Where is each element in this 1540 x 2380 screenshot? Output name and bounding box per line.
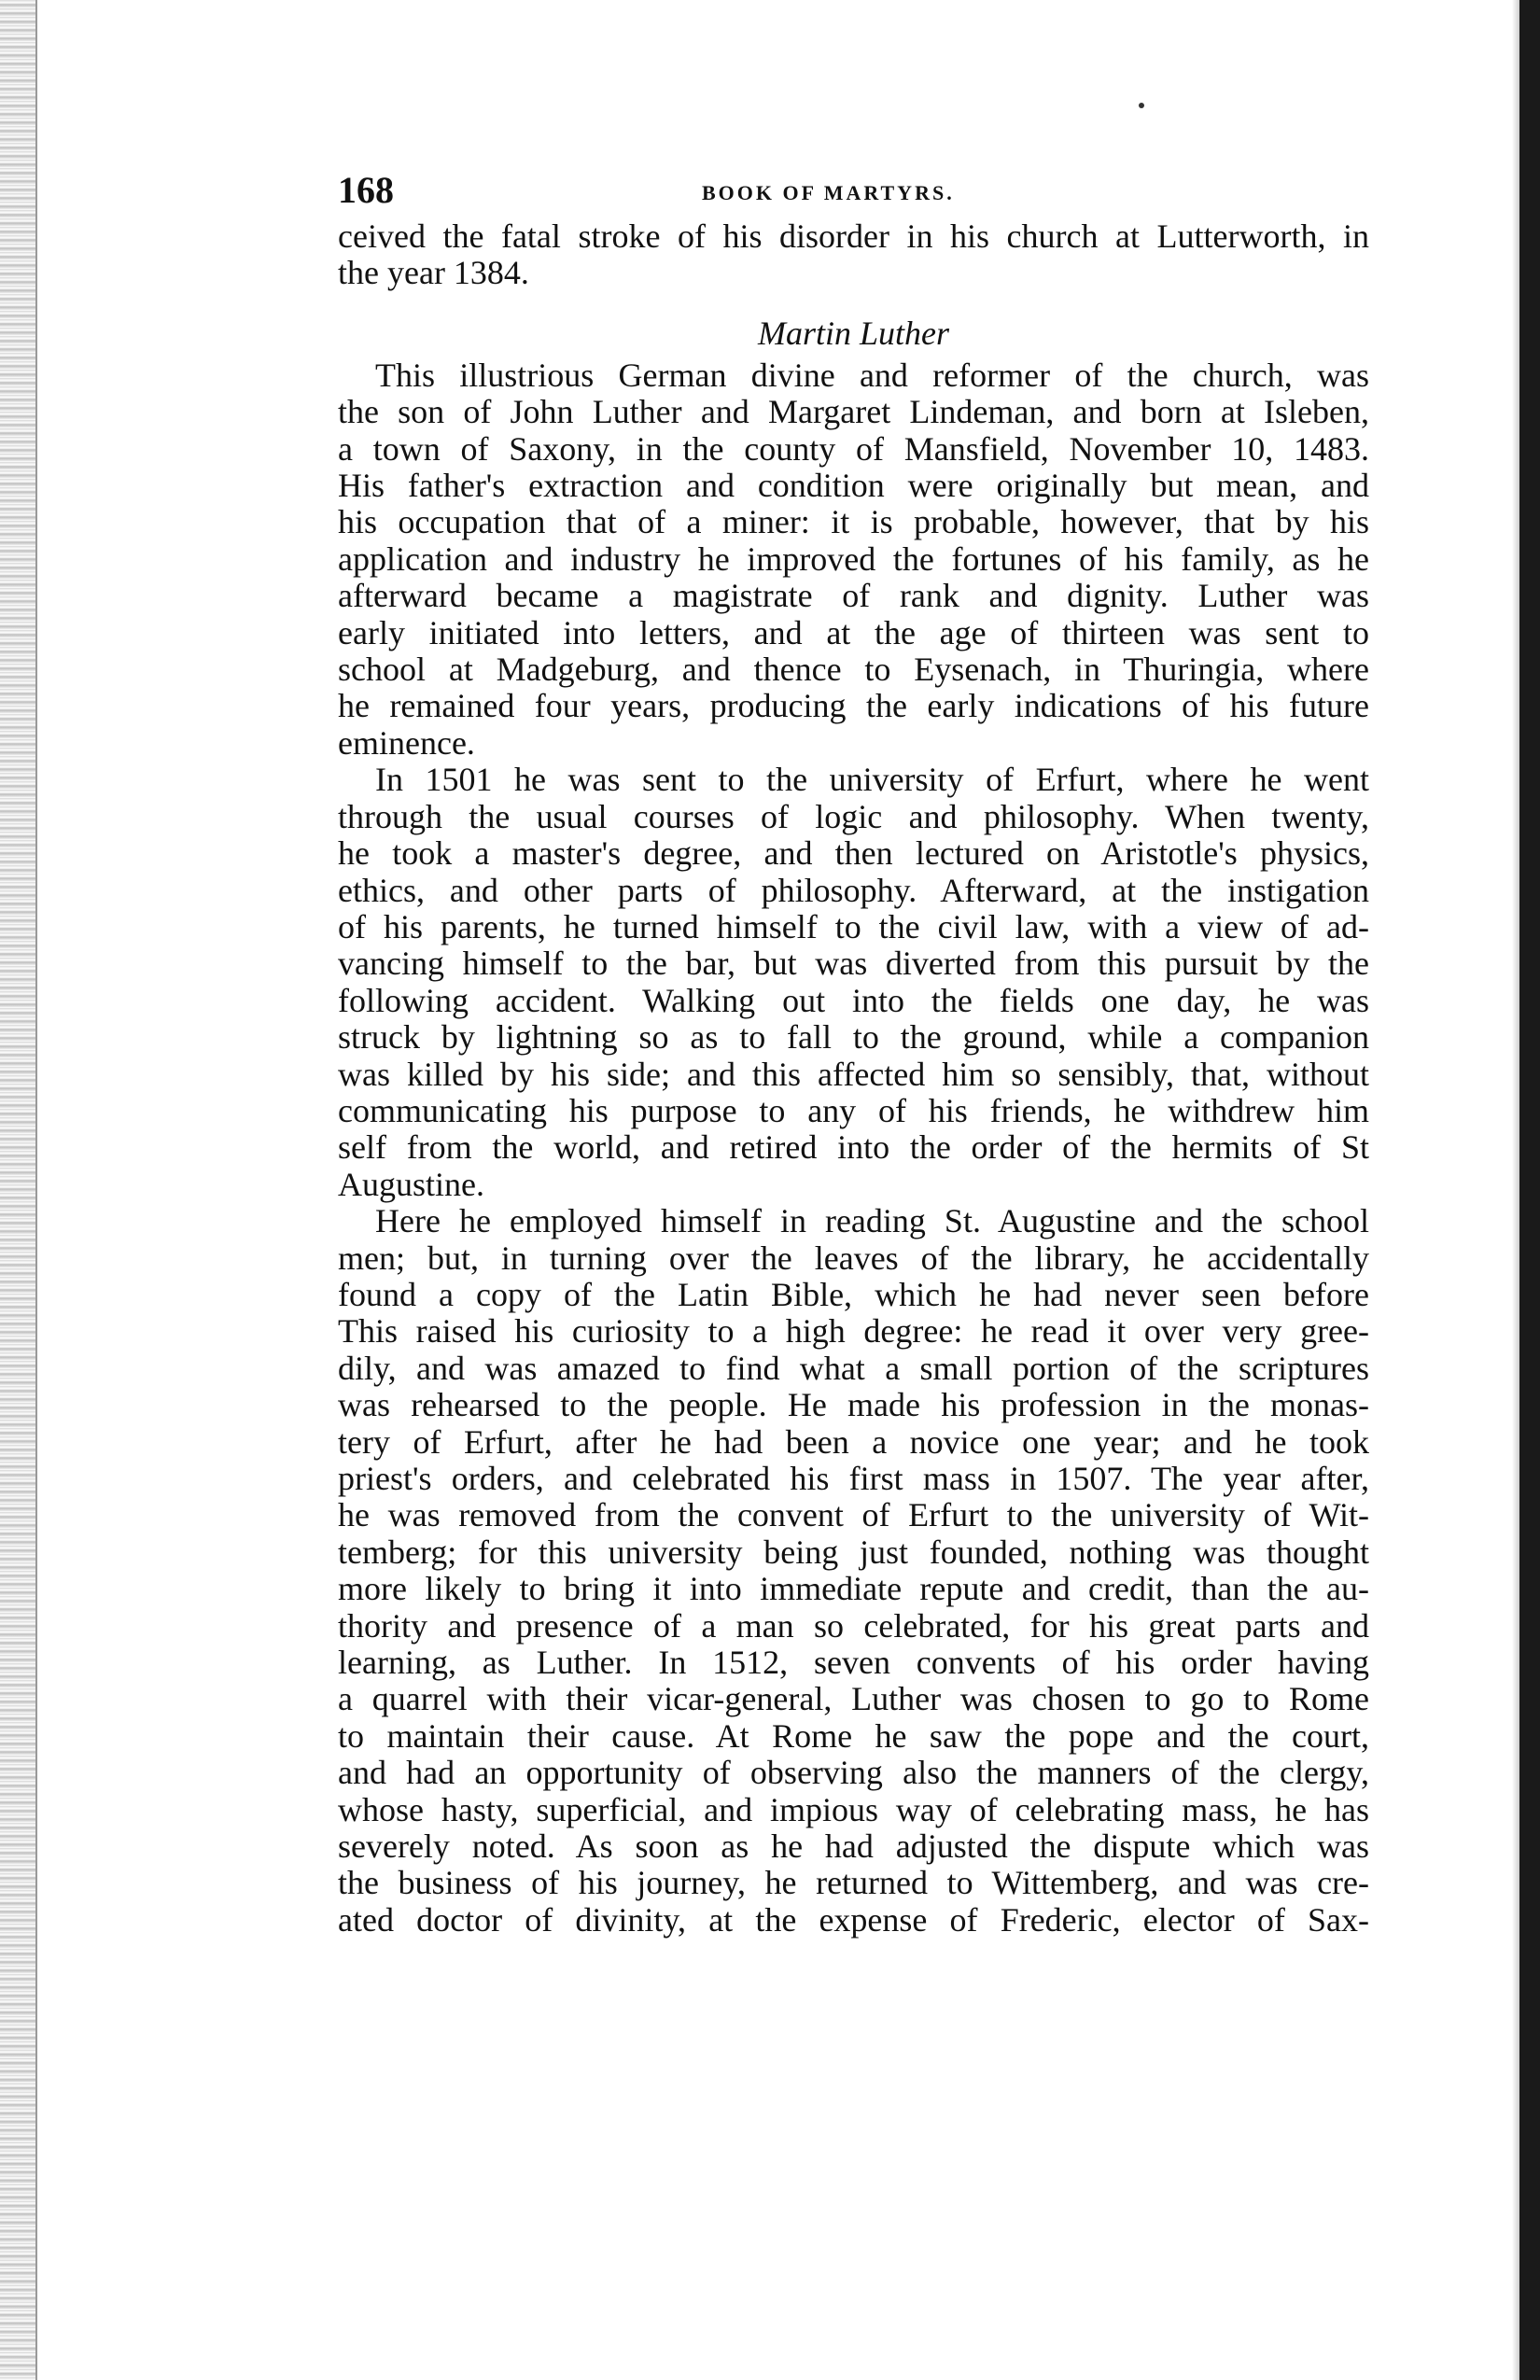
text-line: vancing himself to the bar, but was diverted from this pursuit by the [338,945,1369,983]
text-line: a town of Saxony, in the county of Mansfield, November 10, 1483. [338,429,1369,468]
text-line: men; but, in turning over the leaves of the library, he accidentally [338,1239,1369,1277]
text-line: learning, as Luther. In 1512, seven convents of his order having [338,1644,1369,1682]
text-line: his occupation that of a miner: it is probable, however, that by his [338,503,1369,541]
text-line: the business of his journey, he returned to Wittemberg, and was cre- [338,1864,1369,1902]
text-line: he remained four years, producing the early indications of his future [338,687,1369,725]
text-line: the son of John Luther and Margaret Lindeman, and born at Isleben, [338,393,1369,431]
text-line: he was removed from the convent of Erfurt to the university of Wit- [338,1496,1369,1534]
text-line: application and industry he improved the fortunes of his family, as he [338,539,1369,578]
body-text [338,357,1369,1939]
text-line: whose hasty, superficial, and impious way of celebrating mass, he has [338,1790,1369,1828]
text-line: tery of Erfurt, after he had been a novice one year; and he took [338,1422,1369,1461]
text-line: was killed by his side; and this affected him so sensibly, that, without [338,1055,1369,1093]
text-line: to maintain their cause. At Rome he saw the pope and the court, [338,1716,1369,1755]
paragraph [338,762,1369,1203]
text-line: This raised his curiosity to a high degree: he read it over very gree- [338,1312,1369,1351]
text-line: In 1501 he was sent to the university of Erfurt, where he went [375,761,1369,799]
text-line: temberg; for this university being just founded, nothing was thought [338,1533,1369,1571]
text-line: afterward became a magistrate of rank and dignity. Luther was [338,577,1369,615]
text-line: and had an opportunity of observing also the manners of the clergy, [338,1754,1369,1792]
text-line: This illustrious German divine and reformer of the church, was [375,356,1369,394]
text-line: ated doctor of divinity, at the expense of Frederic, elector of Sax- [338,1900,1369,1939]
text-line: was rehearsed to the people. He made his profession in the monas- [338,1386,1369,1424]
text-line: Augustine. [338,1165,484,1203]
text-line: Here he employed himself in reading St. Augustine and the school [375,1202,1369,1240]
text-line: ceived the fatal stroke of his disorder in his church at Lutterworth, in [338,217,1369,255]
page-binding-edge [0,0,37,2380]
scan-border [1519,0,1540,2380]
paragraph [338,357,1369,762]
text-line: of his parents, he turned himself to the civil law, with a view of ad- [338,907,1369,945]
text-line: he took a master's degree, and then lectured on Aristotle's physics, [338,834,1369,873]
text-line: the year 1384. [338,254,529,292]
text-line: His father's extraction and condition were originally but mean, and [338,467,1369,505]
book-page [338,168,1369,1939]
ink-speck [1139,103,1144,108]
paragraph [338,1203,1369,1939]
text-line: a quarrel with their vicar-general, Luther was chosen to go to Rome [338,1680,1369,1718]
text-line: school at Madgeburg, and thence to Eysenach, in Thuringia, where [338,651,1369,689]
section-title: Martin Luther [757,314,949,352]
text-line: eminence. [338,723,475,762]
page-edge-shadow [1512,0,1519,2380]
page-number: 168 [338,169,394,211]
page-header [338,168,1369,218]
text-line: severely noted. As soon as he had adjusted the dispute which was [338,1827,1369,1866]
text-line: dily, and was amazed to find what a small portion of the scriptures [338,1349,1369,1387]
text-line: communicating his purpose to any of his friends, he withdrew him [338,1091,1369,1129]
text-line: thority and presence of a man so celebrated, for his great parts and [338,1606,1369,1645]
text-line: priest's orders, and celebrated his first mass in 1507. The year after, [338,1460,1369,1497]
text-line: early initiated into letters, and at the age of thirteen was sent to [338,613,1369,651]
text-line: self from the world, and retired into the order of the hermits of St [338,1128,1369,1167]
text-line: more likely to bring it into immediate repute and credit, than the au- [338,1570,1369,1608]
text-line: ethics, and other parts of philosophy. Afterward, at the instigation [338,871,1369,909]
text-line: following accident. Walking out into the fields one day, he was [338,981,1369,1019]
text-line: through the usual courses of logic and philosophy. When twenty, [338,797,1369,835]
text-line: found a copy of the Latin Bible, which he had never seen before [338,1275,1369,1313]
intro-text [338,218,1369,292]
running-head: BOOK OF MARTYRS. [702,181,955,204]
text-line: struck by lightning so as to fall to the ground, while a companion [338,1018,1369,1057]
